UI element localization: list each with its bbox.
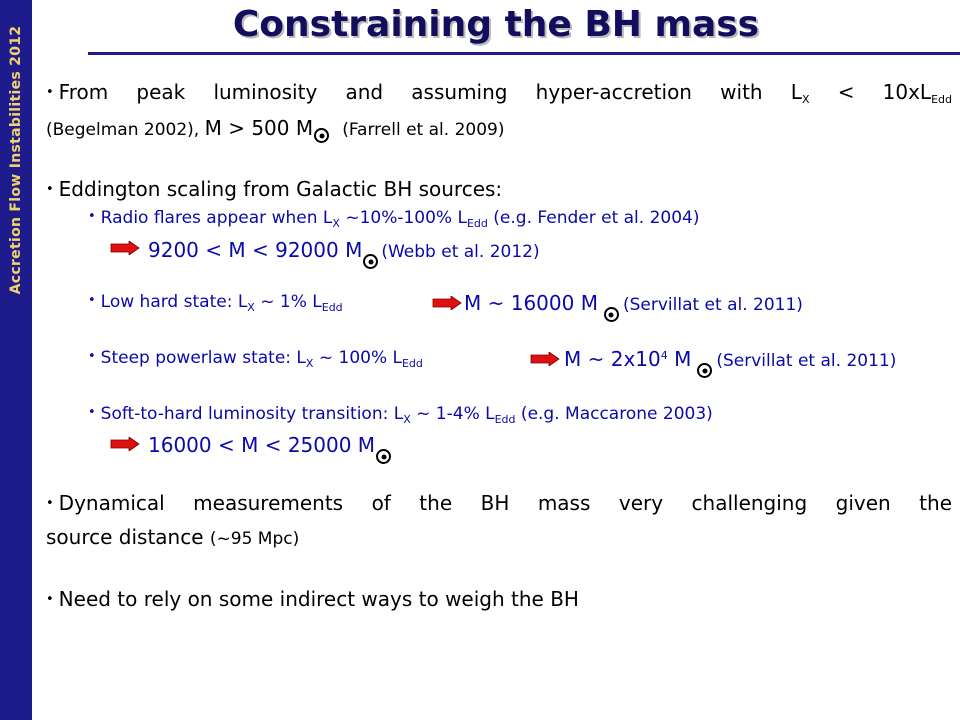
bullet-1-line-2	[46, 116, 504, 143]
mass-range: 9200 < M < 92000 M	[148, 238, 363, 262]
title-underline	[88, 52, 960, 55]
citation: (Farrell et al. 2009)	[342, 120, 505, 140]
bullet-3-line-2	[46, 525, 299, 549]
bullet-1-line-1	[46, 80, 952, 106]
mass-range: 16000 < M < 25000 M	[148, 433, 376, 457]
sidebar-bar	[0, 0, 32, 720]
subscript: X	[247, 301, 255, 314]
text: Need to rely on some indirect ways to weigh the BH	[58, 587, 579, 611]
sub-bullet-steep-powerlaw	[88, 348, 423, 370]
bullet-icon: •	[46, 592, 54, 607]
bullet-4	[46, 587, 579, 611]
subscript: X	[305, 357, 314, 370]
mass-unit: M	[667, 347, 692, 371]
sun-symbol-icon	[376, 449, 391, 464]
citation: (e.g. Fender et al. 2004)	[487, 208, 700, 228]
bullet-icon: •	[88, 349, 96, 364]
red-arrow-icon	[110, 241, 140, 255]
text: Radio flares appear when L	[100, 208, 333, 228]
citation: (Servillat et al. 2011)	[622, 295, 803, 315]
text: ~ 1-4% L	[410, 404, 495, 424]
steep-powerlaw-result	[564, 347, 896, 378]
mass-estimate: M ~ 16000 M	[464, 291, 598, 315]
subscript: Edd	[466, 217, 488, 230]
text: ~ 1% L	[254, 292, 322, 312]
bullet-icon: •	[88, 209, 96, 224]
subscript: Edd	[401, 357, 423, 370]
subscript: Edd	[321, 301, 343, 314]
mass-limit: M > 500 M	[204, 116, 314, 140]
red-arrow-icon	[110, 437, 140, 451]
subscript: X	[403, 413, 411, 426]
subscript: X	[801, 93, 810, 106]
text: Dynamical measurements of the BH mass very challenging given the	[58, 491, 952, 515]
bullet-3-line-1	[46, 491, 952, 515]
text: From peak luminosity and assuming hyper-accretion with L	[58, 80, 802, 104]
bullet-icon: •	[46, 182, 54, 197]
citation: (Webb et al. 2012)	[381, 242, 540, 262]
sidebar-caption: Accretion Flow Instabilities 2012	[8, 25, 24, 295]
slide-title: Constraining the BH mass	[232, 4, 760, 45]
text: Soft-to-hard luminosity transition: L	[100, 404, 404, 424]
sun-symbol-icon	[604, 307, 619, 322]
text: ~ 100% L	[313, 348, 402, 368]
citation: (Servillat et al. 2011)	[716, 351, 897, 371]
distance-note: (~95 Mpc)	[209, 529, 300, 549]
mass-estimate: M ~ 2x10	[564, 347, 661, 371]
subscript: Edd	[494, 413, 516, 426]
text: Steep powerlaw state: L	[100, 348, 306, 368]
sun-symbol-icon	[697, 363, 712, 378]
sub-bullet-low-hard	[88, 292, 343, 314]
citation: (e.g. Maccarone 2003)	[515, 404, 713, 424]
sun-symbol-icon	[363, 254, 378, 269]
sun-symbol-icon	[314, 128, 329, 143]
citation: (Begelman 2002),	[46, 120, 205, 140]
bullet-icon: •	[88, 293, 96, 308]
text: < 10xL	[809, 80, 932, 104]
subscript: Edd	[931, 93, 952, 106]
text: Eddington scaling from Galactic BH sources:	[58, 177, 503, 201]
radio-flares-result	[148, 238, 540, 269]
text: ~10%-100% L	[339, 208, 467, 228]
superscript: 4	[660, 349, 668, 362]
red-arrow-icon	[432, 296, 462, 310]
bullet-icon: •	[46, 496, 54, 511]
sub-bullet-soft-to-hard	[88, 404, 713, 426]
sub-bullet-radio-flares	[88, 208, 700, 230]
text: source distance	[46, 525, 210, 549]
subscript: X	[332, 217, 340, 230]
bullet-icon: •	[46, 85, 54, 100]
bullet-2	[46, 177, 502, 201]
soft-to-hard-result	[148, 433, 391, 464]
red-arrow-icon	[530, 352, 560, 366]
low-hard-result	[464, 291, 803, 322]
text: Low hard state: L	[100, 292, 248, 312]
bullet-icon: •	[88, 405, 96, 420]
